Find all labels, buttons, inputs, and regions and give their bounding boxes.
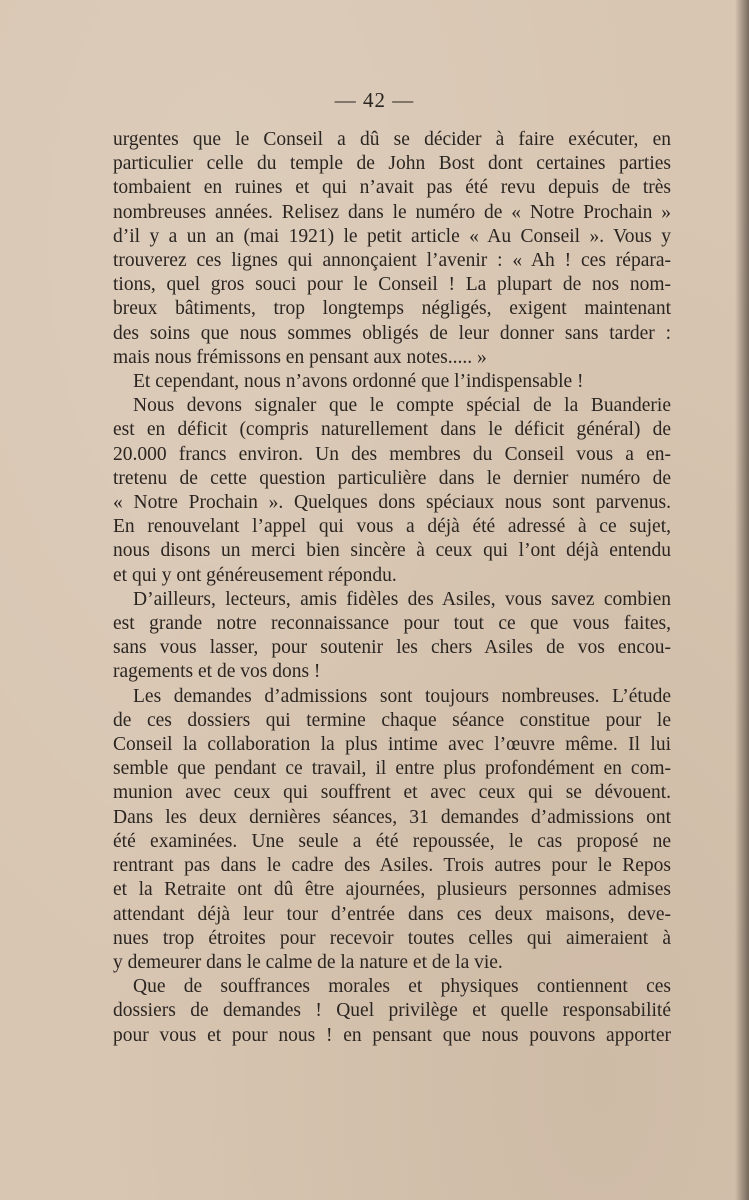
text-line: breux bâtiments, trop longtemps négligés, exigent maintenant (113, 298, 671, 320)
body-text (113, 128, 671, 1048)
text-line: mais nous frémissons en pensant aux notes..... » (113, 346, 487, 368)
text-line: ragements et de vos dons ! (113, 661, 321, 683)
text-line: pour vous et pour nous ! en pensant que nous pouvons apporter (113, 1024, 671, 1046)
page-edge-shadow (735, 0, 749, 1200)
text-line: été examinées. Une seule a été repoussée, le cas proposé ne (113, 830, 671, 852)
text-line: particulier celle du temple de John Bost dont certaines parties (113, 153, 671, 175)
text-line: Dans les deux dernières séances, 31 demandes d’admissions ont (113, 806, 671, 828)
text-line: sans vous lasser, pour soutenir les chers Asiles de vos encou- (113, 637, 671, 659)
text-line: 20.000 francs environ. Un des membres du Conseil vous a en- (113, 443, 671, 465)
text-line: Que de souffrances morales et physiques contiennent ces (133, 976, 671, 998)
text-line: tombaient en ruines et qui n’avait pas été revu depuis de très (113, 177, 671, 199)
text-line: Et cependant, nous n’avons ordonné que l’indispensable ! (133, 371, 584, 393)
text-line: En renouvelant l’appel qui vous a déjà été adressé à ce sujet, (113, 516, 671, 538)
text-line: des soins que nous sommes obligés de leur donner sans tarder : (113, 322, 671, 344)
text-line: Les demandes d’admissions sont toujours nombreuses. L’étude (133, 685, 671, 707)
text-line: nues trop étroites pour recevoir toutes celles qui aimeraient à (113, 927, 671, 949)
text-line: D’ailleurs, lecteurs, amis fidèles des Asiles, vous savez combien (133, 588, 671, 610)
text-line: « Notre Prochain ». Quelques dons spéciaux nous sont parvenus. (113, 492, 671, 514)
text-line: Nous devons signaler que le compte spécial de la Buanderie (133, 395, 671, 417)
text-line: nombreuses années. Relisez dans le numéro de « Notre Prochain » (113, 201, 671, 223)
text-line: tretenu de cette question particulière dans le dernier numéro de (113, 467, 671, 489)
text-line: de ces dossiers qui termine chaque séance constitue pour le (113, 709, 671, 731)
text-line: dossiers de demandes ! Quel privilège et quelle responsabilité (113, 1000, 671, 1022)
text-line: rentrant pas dans le cadre des Asiles. Trois autres pour le Repos (113, 855, 671, 877)
text-line: Conseil la collaboration la plus intime avec l’œuvre même. Il lui (113, 734, 671, 756)
text-line: d’il y a un an (mai 1921) le petit article « Au Conseil ». Vous y (113, 225, 671, 247)
text-line: urgentes que le Conseil a dû se décider à faire exécuter, en (113, 129, 671, 150)
text-line: munion avec ceux qui souffrent et avec ceux qui se dévouent. (113, 782, 671, 804)
text-line: nous disons un merci bien sincère à ceux qui l’ont déjà entendu (113, 540, 671, 562)
text-line: est en déficit (compris naturellement dans le déficit général) de (113, 419, 671, 441)
page-number: — 42 — (334, 88, 415, 112)
text-line: y demeurer dans le calme de la nature et de la vie. (113, 951, 503, 973)
text-line: et la Retraite ont dû être ajournées, plusieurs personnes admises (113, 879, 671, 901)
text-line: attendant déjà leur tour d’entrée dans ces deux maisons, deve- (113, 903, 671, 925)
text-line: tions, quel gros souci pour le Conseil ! La plupart de nos nom- (113, 274, 671, 296)
text-line: et qui y ont généreusement répondu. (113, 564, 397, 586)
text-line: trouverez ces lignes qui annonçaient l’avenir : « Ah ! ces répara- (113, 250, 671, 272)
text-line: est grande notre reconnaissance pour tout ce que vous faites, (113, 613, 671, 635)
text-line: semble que pendant ce travail, il entre plus profondément en com- (113, 758, 671, 780)
